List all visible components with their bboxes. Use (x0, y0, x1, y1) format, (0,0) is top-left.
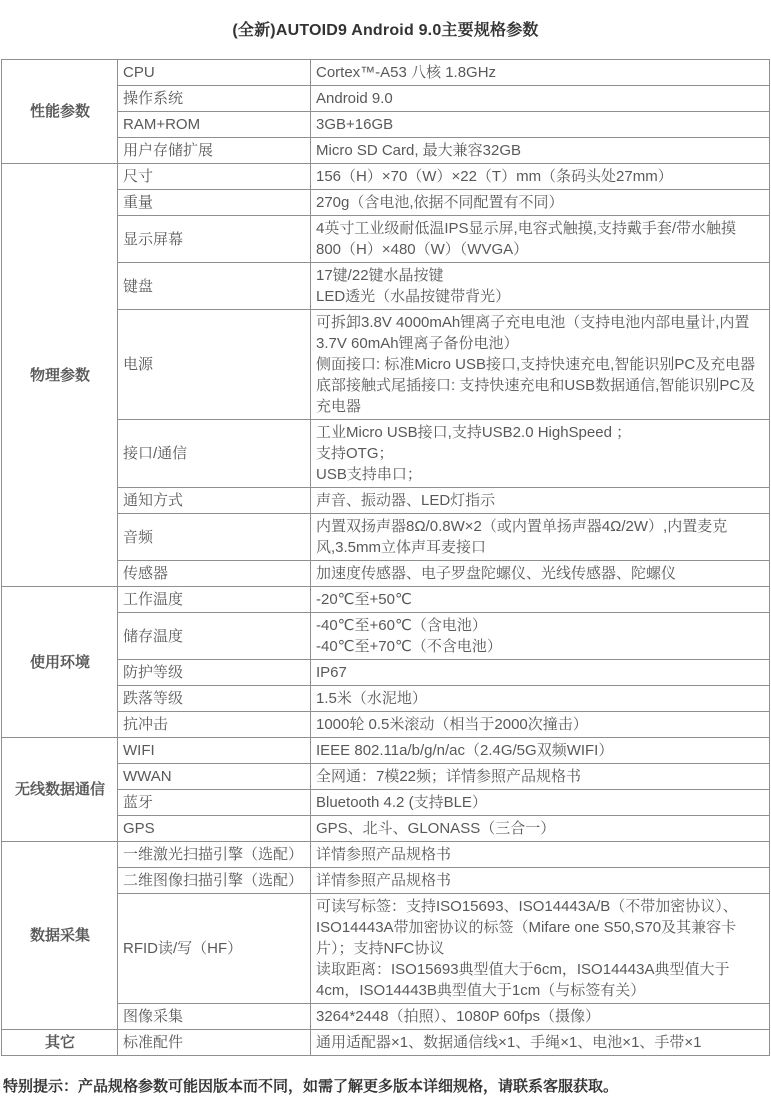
param-cell: 重量 (118, 190, 311, 216)
value-cell (311, 842, 770, 868)
value-line: 加速度传感器、电子罗盘陀螺仪、光线传感器、陀螺仪 (316, 565, 677, 582)
param-cell: CPU (118, 60, 311, 86)
value-cell (311, 488, 770, 514)
value-cell (311, 686, 770, 712)
param-cell: 音频 (118, 514, 311, 561)
table-row (2, 790, 770, 816)
table-row (2, 263, 770, 310)
value-line: 声音、振动器、LED灯指示 (316, 492, 496, 509)
value-line: 可拆卸3.8V 4000mAh锂离子充电电池（支持电池内部电量计,内置3.7V 60mAh锂离子备份电池） (316, 314, 750, 352)
value-cell (311, 1030, 770, 1056)
category-cell: 使用环境 (2, 587, 118, 738)
category-cell: 物理参数 (2, 164, 118, 587)
table-row (2, 216, 770, 263)
category-cell: 其它 (2, 1030, 118, 1056)
param-cell: 操作系统 (118, 86, 311, 112)
value-line: 3264*2448（拍照）、1080P 60fps（摄像） (316, 1008, 601, 1025)
table-row (2, 764, 770, 790)
param-cell: RAM+ROM (118, 112, 311, 138)
value-line: IP67 (316, 664, 347, 681)
value-line: 800（H）×480（W）（WVGA） (316, 241, 529, 258)
value-line: 156（H）×70（W）×22（T）mm（条码头处27mm） (316, 168, 673, 185)
value-line: 工业Micro USB接口,支持USB2.0 HighSpeed ； (316, 424, 632, 441)
table-row (2, 112, 770, 138)
value-line: Micro SD Card, 最大兼容32GB (316, 142, 522, 159)
value-cell (311, 190, 770, 216)
param-cell: WWAN (118, 764, 311, 790)
category-cell: 数据采集 (2, 842, 118, 1030)
value-line: -20℃至+50℃ (316, 591, 412, 608)
table-row (2, 660, 770, 686)
value-line: 4英寸工业级耐低温IPS显示屏,电容式触摸,支持戴手套/带水触摸 (316, 220, 737, 237)
spec-table (1, 59, 770, 1056)
param-cell: 防护等级 (118, 660, 311, 686)
value-line: GPS、北斗、GLONASS（三合一） (316, 820, 556, 837)
param-cell: 储存温度 (118, 613, 311, 660)
param-cell: 二维图像扫描引擎（选配） (118, 868, 311, 894)
table-row (2, 686, 770, 712)
category-cell: 性能参数 (2, 60, 118, 164)
value-cell (311, 868, 770, 894)
param-cell: 图像采集 (118, 1004, 311, 1030)
value-line: 支持OTG； (316, 445, 394, 462)
param-cell: 用户存储扩展 (118, 138, 311, 164)
param-cell: 键盘 (118, 263, 311, 310)
table-row (2, 816, 770, 842)
value-cell (311, 164, 770, 190)
value-cell (311, 712, 770, 738)
value-cell (311, 738, 770, 764)
value-line: USB支持串口； (316, 466, 422, 483)
value-cell (311, 816, 770, 842)
value-line: 1000轮 0.5米滚动（相当于2000次撞击） (316, 716, 588, 733)
value-line: Cortex™-A53 八核 1.8GHz (316, 64, 497, 81)
value-line: 270g（含电池,依据不同配置有不同） (316, 194, 564, 211)
param-cell: GPS (118, 816, 311, 842)
value-cell (311, 216, 770, 263)
table-row (2, 164, 770, 190)
table-row (2, 587, 770, 613)
table-row (2, 613, 770, 660)
table-row (2, 561, 770, 587)
param-cell: 蓝牙 (118, 790, 311, 816)
table-row (2, 1030, 770, 1056)
value-cell (311, 310, 770, 420)
value-line: -40℃至+60℃（含电池） (316, 617, 487, 634)
spec-table-body (2, 60, 770, 1056)
value-cell (311, 660, 770, 686)
param-cell: 一维激光扫描引擎（选配） (118, 842, 311, 868)
footer-note: 特别提示：产品规格参数可能因版本而不同，如需了解更多版本详细规格，请联系客服获取。 (3, 1078, 619, 1095)
value-cell (311, 263, 770, 310)
value-cell (311, 764, 770, 790)
param-cell: 接口/通信 (118, 420, 311, 488)
value-cell (311, 587, 770, 613)
value-line: 底部接触式尾插接口: 支持快速充电和USB数据通信,智能识别PC及充电器 (316, 377, 756, 415)
table-row (2, 894, 770, 1004)
value-cell (311, 894, 770, 1004)
table-row (2, 310, 770, 420)
value-cell (311, 561, 770, 587)
value-cell (311, 138, 770, 164)
value-cell (311, 86, 770, 112)
param-cell: 抗冲击 (118, 712, 311, 738)
table-row (2, 420, 770, 488)
param-cell: 传感器 (118, 561, 311, 587)
value-line: Bluetooth 4.2 (支持BLE） (316, 794, 487, 811)
value-line: 1.5米（水泥地） (316, 690, 427, 707)
value-cell (311, 420, 770, 488)
param-cell: 跌落等级 (118, 686, 311, 712)
param-cell: 工作温度 (118, 587, 311, 613)
table-row (2, 190, 770, 216)
value-line: 17键/22键水晶按键 (316, 267, 444, 284)
value-line: 内置双扬声器8Ω/0.8W×2（或内置单扬声器4Ω/2W）,内置麦克风,3.5mm立体声耳麦接口 (316, 518, 728, 556)
param-cell: 尺寸 (118, 164, 311, 190)
table-row (2, 138, 770, 164)
value-line: 全网通：7模22频；详情参照产品规格书 (316, 768, 582, 785)
param-cell: 显示屏幕 (118, 216, 311, 263)
value-line: 可读写标签：支持ISO15693、ISO14443A/B（不带加密协议）、ISO14443A带加密协议的标签（Mifare one S50,S70及其兼容卡片）；支持NFC协议 (316, 898, 738, 957)
param-cell: 标准配件 (118, 1030, 311, 1056)
value-cell (311, 790, 770, 816)
value-line: Android 9.0 (316, 90, 393, 107)
param-cell: 电源 (118, 310, 311, 420)
value-cell (311, 112, 770, 138)
value-line: 通用适配器×1、数据通信线×1、手绳×1、电池×1、手带×1 (316, 1034, 702, 1051)
table-row (2, 868, 770, 894)
table-row (2, 488, 770, 514)
table-row (2, 712, 770, 738)
value-line: 3GB+16GB (316, 116, 394, 133)
page-title: (全新)AUTOID9 Android 9.0主要规格参数 (232, 22, 539, 39)
table-row (2, 738, 770, 764)
value-line: 读取距离：ISO15693典型值大于6cm，ISO14443A典型值大于4cm，ISO14443B典型值大于1cm（与标签有关） (316, 961, 730, 999)
value-cell (311, 60, 770, 86)
category-cell: 无线数据通信 (2, 738, 118, 842)
table-row (2, 86, 770, 112)
table-row (2, 1004, 770, 1030)
value-cell (311, 514, 770, 561)
param-cell: WIFI (118, 738, 311, 764)
value-line: 侧面接口: 标准Micro USB接口,支持快速充电,智能识别PC及充电器 (316, 356, 756, 373)
value-cell (311, 613, 770, 660)
value-line: 详情参照产品规格书 (316, 846, 452, 863)
param-cell: RFID读/写（HF） (118, 894, 311, 1004)
param-cell: 通知方式 (118, 488, 311, 514)
table-row (2, 60, 770, 86)
table-row (2, 514, 770, 561)
value-line: -40℃至+70℃（不含电池） (316, 638, 502, 655)
value-line: LED透光（水晶按键带背光） (316, 288, 511, 305)
value-line: IEEE 802.11a/b/g/n/ac（2.4G/5G双频WIFI） (316, 742, 614, 759)
table-row (2, 842, 770, 868)
value-line: 详情参照产品规格书 (316, 872, 452, 889)
value-cell (311, 1004, 770, 1030)
